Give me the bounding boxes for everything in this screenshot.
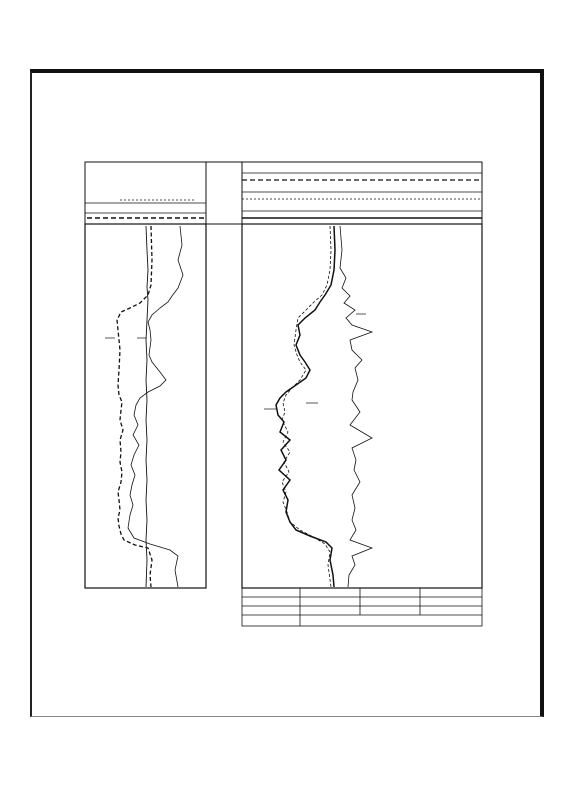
sflu-curve [340,226,372,587]
log-info-table [242,588,482,626]
rilm-curve [282,226,331,587]
track1-curves [117,226,183,587]
rxo-rt-curve [128,226,183,587]
log-header [85,162,482,224]
gr-curve [146,226,148,587]
track23-curves [276,226,372,587]
track23-curve-labels [264,314,366,409]
